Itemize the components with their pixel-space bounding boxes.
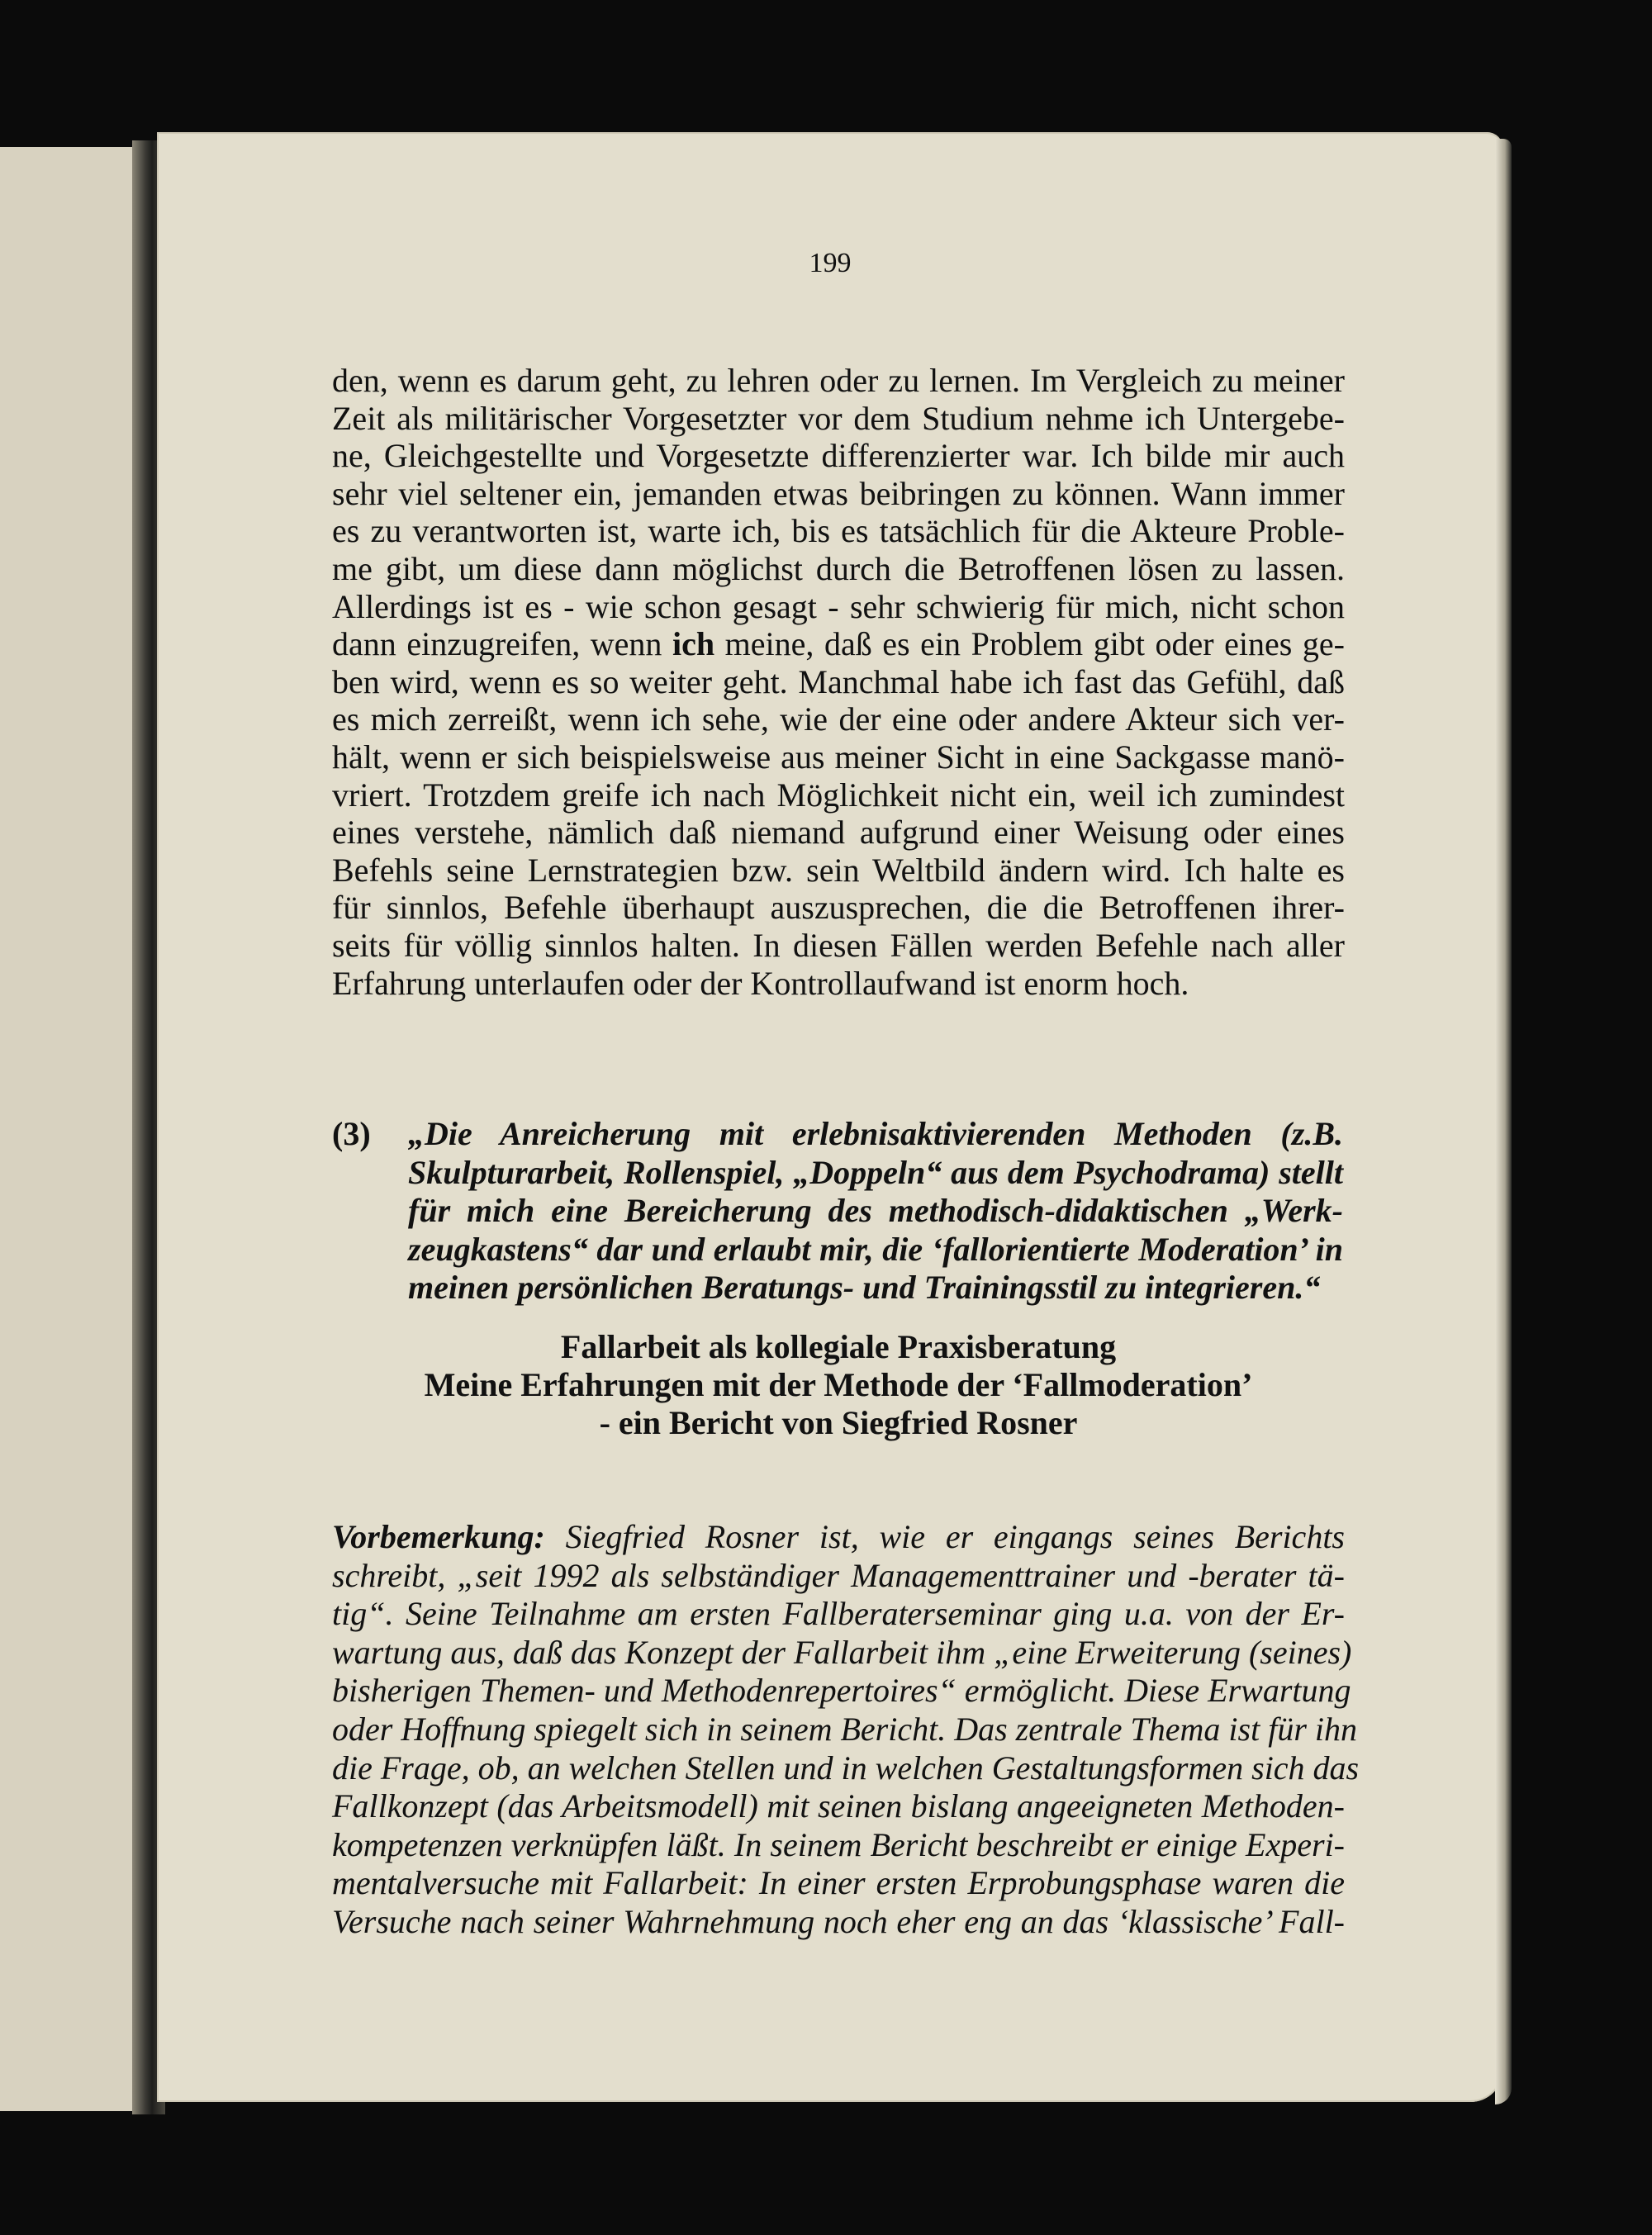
- body-line-with-bold: [332, 625, 1345, 663]
- body-line: es mich zerreißt, wenn ich sehe, wie der eine oder andere Akteur sich ver-: [332, 700, 1345, 738]
- body-line: ne, Gleichgestellte und Vorgesetzte differenzierter war. Ich bilde mir auch: [332, 437, 1345, 475]
- body-line: Befehls seine Lernstrategien bzw. sein Weltbild ändern wird. Ich halte es: [332, 851, 1345, 889]
- quote-line: für mich eine Bereicherung des methodisch-didaktischen „Werk-: [408, 1192, 1343, 1229]
- body-line: es zu verantworten ist, warte ich, bis es tatsächlich für die Akteure Proble-: [332, 512, 1345, 550]
- body-line-part: dann einzugreifen, wenn: [332, 625, 672, 663]
- quote-line: zeugkastens“ dar und erlaubt mir, die ‘fallorientierte Moderation’ in: [408, 1230, 1343, 1268]
- body-line: seits für völlig sinnlos halten. In diesen Fällen werden Befehle nach aller: [332, 926, 1345, 964]
- page-number: 199: [809, 248, 852, 278]
- body-line: ben wird, wenn es so weiter geht. Manchmal habe ich fast das Gefühl, daß: [332, 662, 1345, 700]
- remark-line: kompetenzen verknüpfen läßt. In seinem Bericht beschreibt er einige Experi-: [332, 1825, 1345, 1863]
- page-edge-shadow: [1495, 139, 1512, 2105]
- remark-line: Fallkonzept (das Arbeitsmodell) mit seinen bislang angeeigneten Methoden-: [332, 1787, 1345, 1825]
- remark-line: bisherigen Themen- und Methodenrepertoires“ ermöglicht. Diese Erwartung: [332, 1672, 1351, 1710]
- body-line: sehr viel seltener ein, jemanden etwas beibringen zu können. Wann immer: [332, 474, 1345, 512]
- quote-line: meinen persönlichen Beratungs- und Trainingsstil zu integrieren.“: [408, 1269, 1321, 1306]
- heading-line: Fallarbeit als kollegiale Praxisberatung: [560, 1328, 1117, 1365]
- emphasized-word: ich: [672, 625, 715, 663]
- body-line: eines verstehe, nämlich daß niemand aufgrund einer Weisung oder eines: [332, 814, 1345, 852]
- body-line-part: meine, daß es ein Problem gibt oder eines ge-: [714, 625, 1345, 663]
- remark-line: Versuche nach seiner Wahrnehmung noch eher eng an das ‘klassische’ Fall-: [332, 1902, 1345, 1940]
- section-heading: [332, 1328, 1345, 1442]
- body-line: hält, wenn er sich beispielsweise aus meiner Sicht in eine Sackgasse manö-: [332, 738, 1345, 776]
- previous-page-edge: [0, 147, 145, 2111]
- point-quote: [408, 1115, 1343, 1307]
- quote-line: „Die Anreicherung mit erlebnisaktivierenden Methoden (z.B.: [408, 1115, 1343, 1152]
- remark-line: wartung aus, daß das Konzept der Fallarbeit ihm „eine Erweiterung (seines): [332, 1633, 1352, 1671]
- body-line: den, wenn es darum geht, zu lehren oder zu lernen. Im Vergleich zu meiner: [332, 362, 1345, 399]
- body-line: Allerdings ist es - wie schon gesagt - sehr schwierig für mich, nicht schon: [332, 587, 1345, 625]
- body-line: me gibt, um diese dann möglichst durch die Betroffenen lösen zu lassen.: [332, 549, 1345, 587]
- point-number: (3): [332, 1115, 371, 1152]
- remark-lead: Vorbemerkung:: [332, 1518, 545, 1555]
- remark-line: oder Hoffnung spiegelt sich in seinem Bericht. Das zentrale Thema ist für ihn: [332, 1710, 1357, 1748]
- heading-line: - ein Bericht von Siegfried Rosner: [599, 1404, 1078, 1441]
- body-line: Zeit als militärischer Vorgesetzter vor dem Studium nehme ich Untergebe-: [332, 399, 1345, 437]
- heading-line: Meine Erfahrungen mit der Methode der ‘Fallmoderation’: [424, 1366, 1253, 1403]
- body-line: für sinnlos, Befehle überhaupt auszusprechen, die die Betroffenen ihrer-: [332, 889, 1345, 927]
- preliminary-remark: [332, 1518, 1360, 1942]
- remark-line: mentalversuche mit Fallarbeit: In einer ersten Erprobungsphase waren die: [332, 1864, 1345, 1902]
- body-line: Erfahrung unterlaufen oder der Kontrollaufwand ist enorm hoch.: [332, 964, 1189, 1002]
- remark-line: schreibt, „seit 1992 als selbständiger Managementtrainer und -berater tä-: [332, 1556, 1345, 1594]
- remark-first-line: [332, 1518, 1345, 1557]
- body-paragraph: [332, 362, 1345, 1002]
- quote-line: Skulpturarbeit, Rollenspiel, „Doppeln“ aus dem Psychodrama) stellt: [408, 1153, 1343, 1191]
- remark-line-part: Siegfried Rosner ist, wie er eingangs seines Berichts: [544, 1518, 1345, 1555]
- body-line: vriert. Trotzdem greife ich nach Möglichkeit nicht ein, weil ich zumindest: [332, 776, 1345, 814]
- remark-line: tig“. Seine Teilnahme am ersten Fallberaterseminar ging u.a. von der Er-: [332, 1595, 1345, 1633]
- remark-line: die Frage, ob, an welchen Stellen und in welchen Gestaltungsformen sich das: [332, 1749, 1360, 1787]
